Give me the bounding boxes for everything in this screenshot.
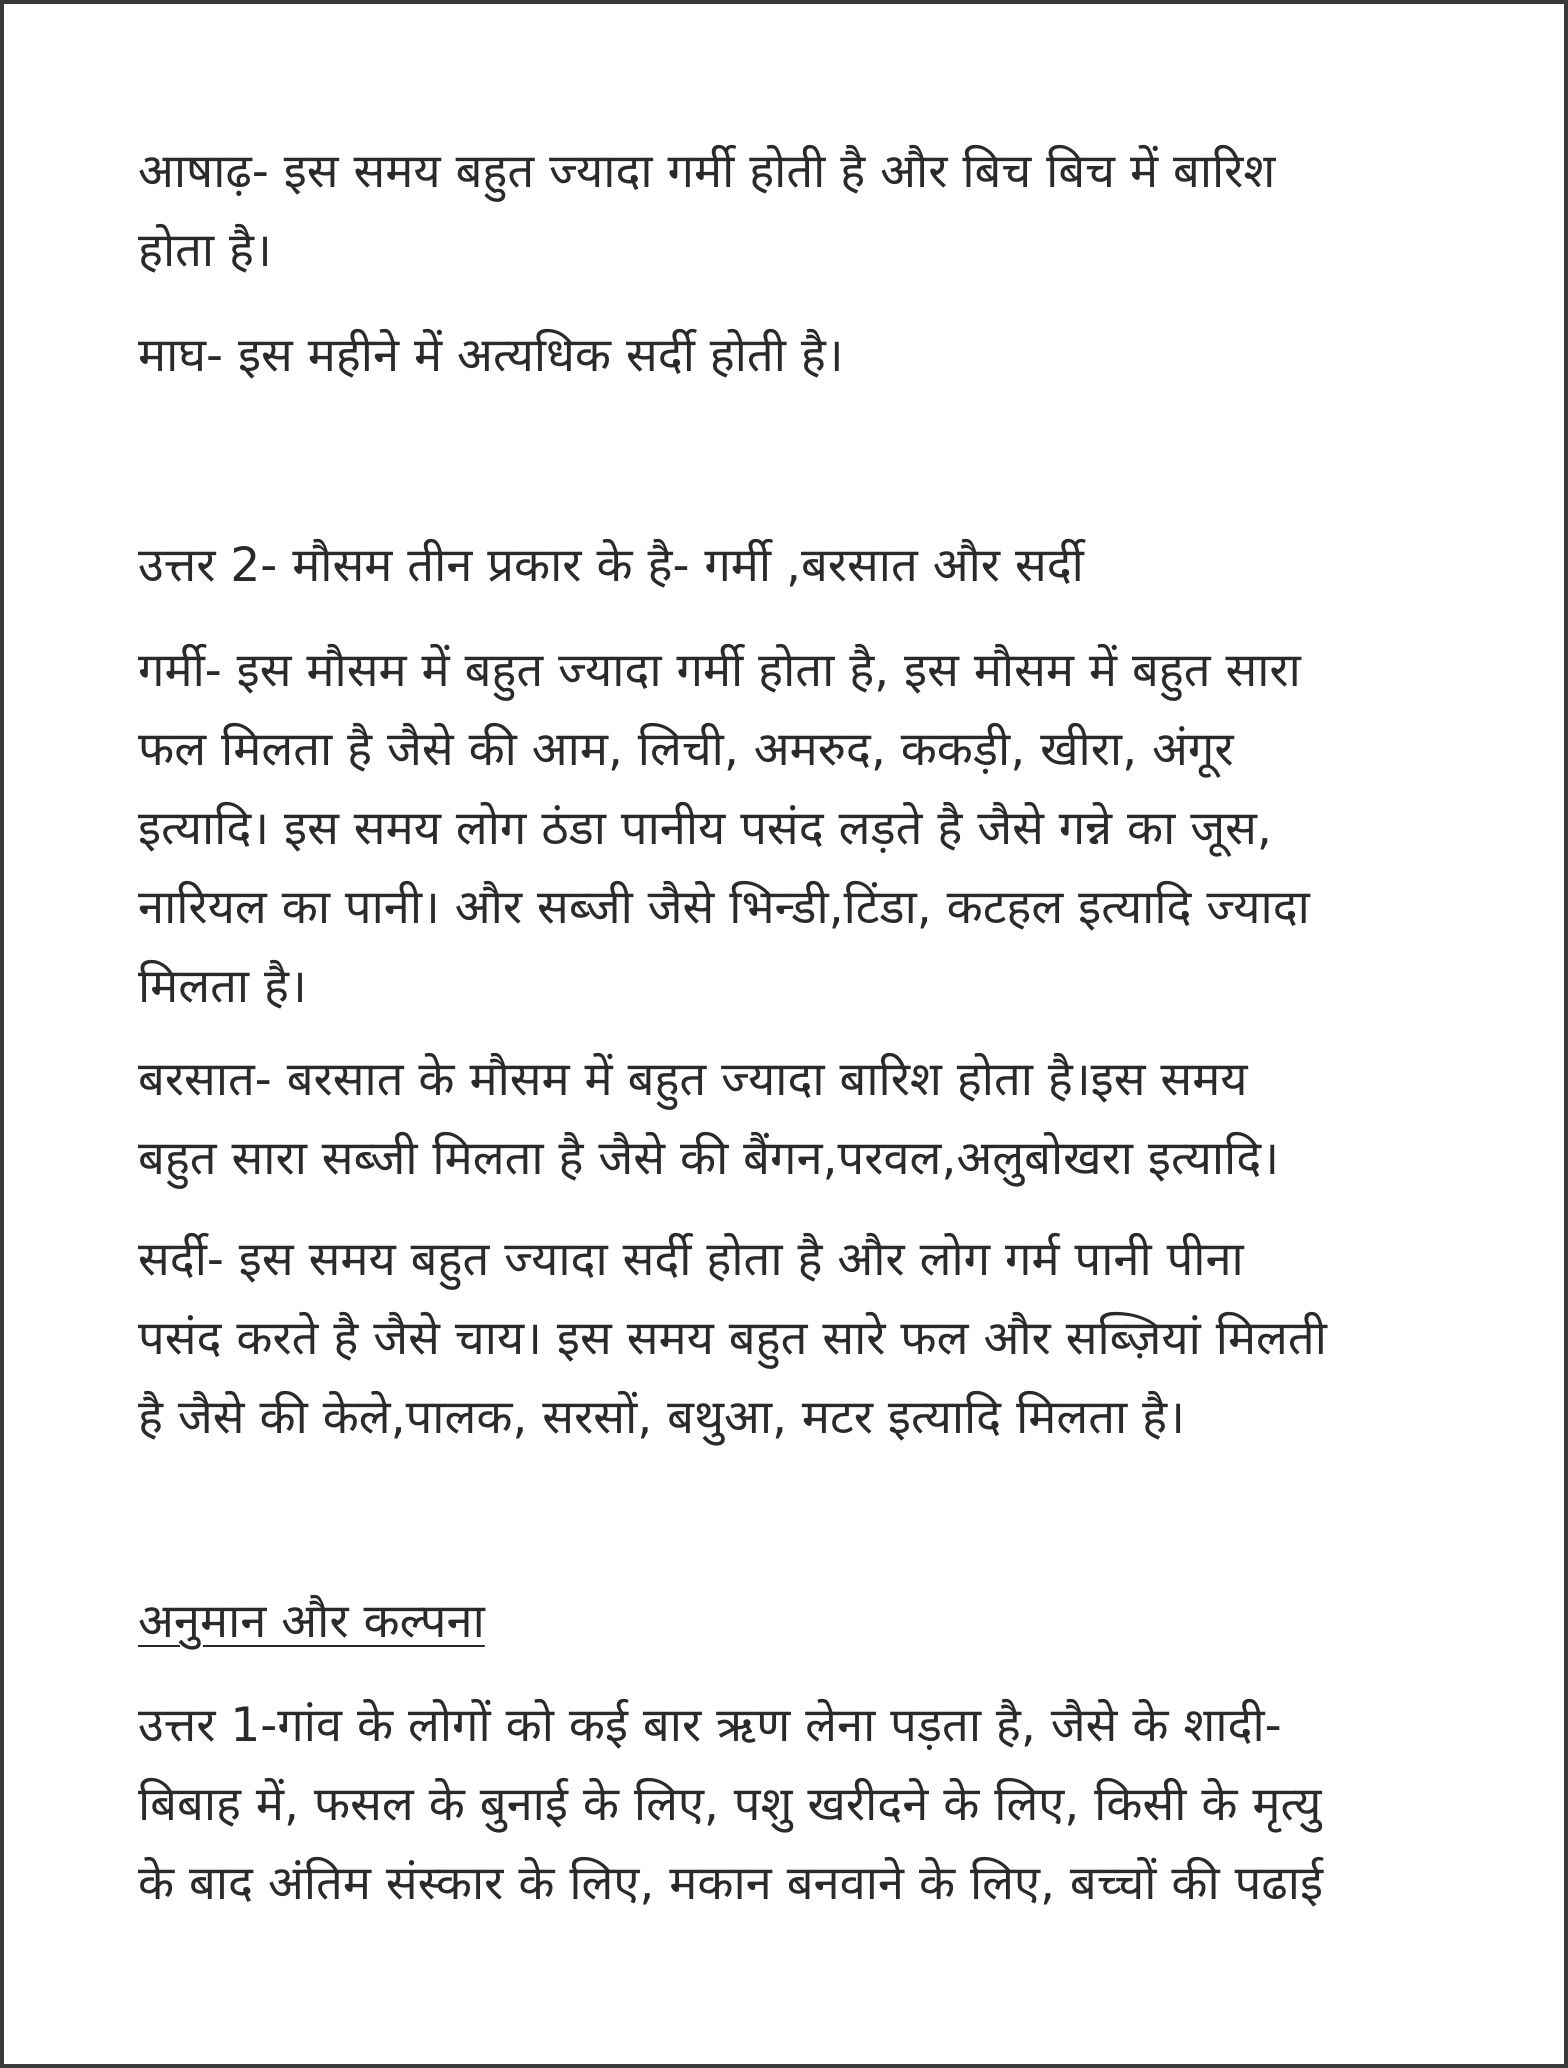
text-line: पसंद करते है जैसे चाय। इस समय बहुत सारे फल और सब्ज़ियां मिलती xyxy=(138,1311,1327,1366)
text-line: गर्मी- इस मौसम में बहुत ज्यादा गर्मी होता है, इस मौसम में बहुत सारा xyxy=(138,643,1301,698)
text-line: बरसात- बरसात के मौसम में बहुत ज्यादा बारिश होता है।इस समय xyxy=(138,1052,1248,1107)
text-line: उत्तर 2- मौसम तीन प्रकार के है- गर्मी ,बरसात और सर्दी xyxy=(138,538,1084,593)
text-line: बिबाह में, फसल के बुनाई के लिए, पशु खरीदने के लिए, किसी के मृत्यु xyxy=(138,1777,1322,1832)
text-line: होता है। xyxy=(138,223,272,278)
text-line: सर्दी- इस समय बहुत ज्यादा सर्दी होता है और लोग गर्म पानी पीना xyxy=(138,1232,1244,1287)
paragraph-barsaat xyxy=(138,1040,1279,1198)
text-line: इत्यादि। इस समय लोग ठंडा पानीय पसंद लड़ते है जैसे गन्ने का जूस, xyxy=(138,801,1272,856)
text-line: नारियल का पानी। और सब्जी जैसे भिन्डी,टिंडा, कटहल इत्यादि ज्यादा xyxy=(138,880,1310,935)
section-heading: अनुमान और कल्पना xyxy=(138,1594,485,1649)
text-line: है जैसे की केले,पालक, सरसों, बथुआ, मटर इत्यादि मिलता है। xyxy=(138,1390,1185,1445)
text-line: बहुत सारा सब्जी मिलता है जैसे की बैंगन,परवल,अलुबोखरा इत्यादि। xyxy=(138,1131,1280,1186)
text-line: मिलता है। xyxy=(138,959,307,1014)
text-line: उत्तर 1-गांव के लोगों को कई बार ऋण लेना पड़ता है, जैसे के शादी- xyxy=(138,1698,1282,1753)
answer-2-title xyxy=(138,526,1084,605)
text-line: के बाद अंतिम संस्कार के लिए, मकान बनवाने के लिए, बच्चों की पढाई xyxy=(138,1856,1324,1911)
paragraph-garmi xyxy=(138,631,1310,1026)
paragraph-sardi xyxy=(138,1220,1327,1457)
paragraph-magh xyxy=(138,316,844,395)
text-line: माघ- इस महीने में अत्यधिक सर्दी होती है। xyxy=(138,328,844,383)
text-line: फल मिलता है जैसे की आम, लिची, अमरुद, ककड़ी, खीरा, अंगूर xyxy=(138,722,1234,777)
answer-1-paragraph xyxy=(138,1686,1323,1923)
text-line: आषाढ़- इस समय बहुत ज्यादा गर्मी होती है और बिच बिच में बारिश xyxy=(138,144,1276,199)
paragraph-ashadh xyxy=(138,132,1275,290)
